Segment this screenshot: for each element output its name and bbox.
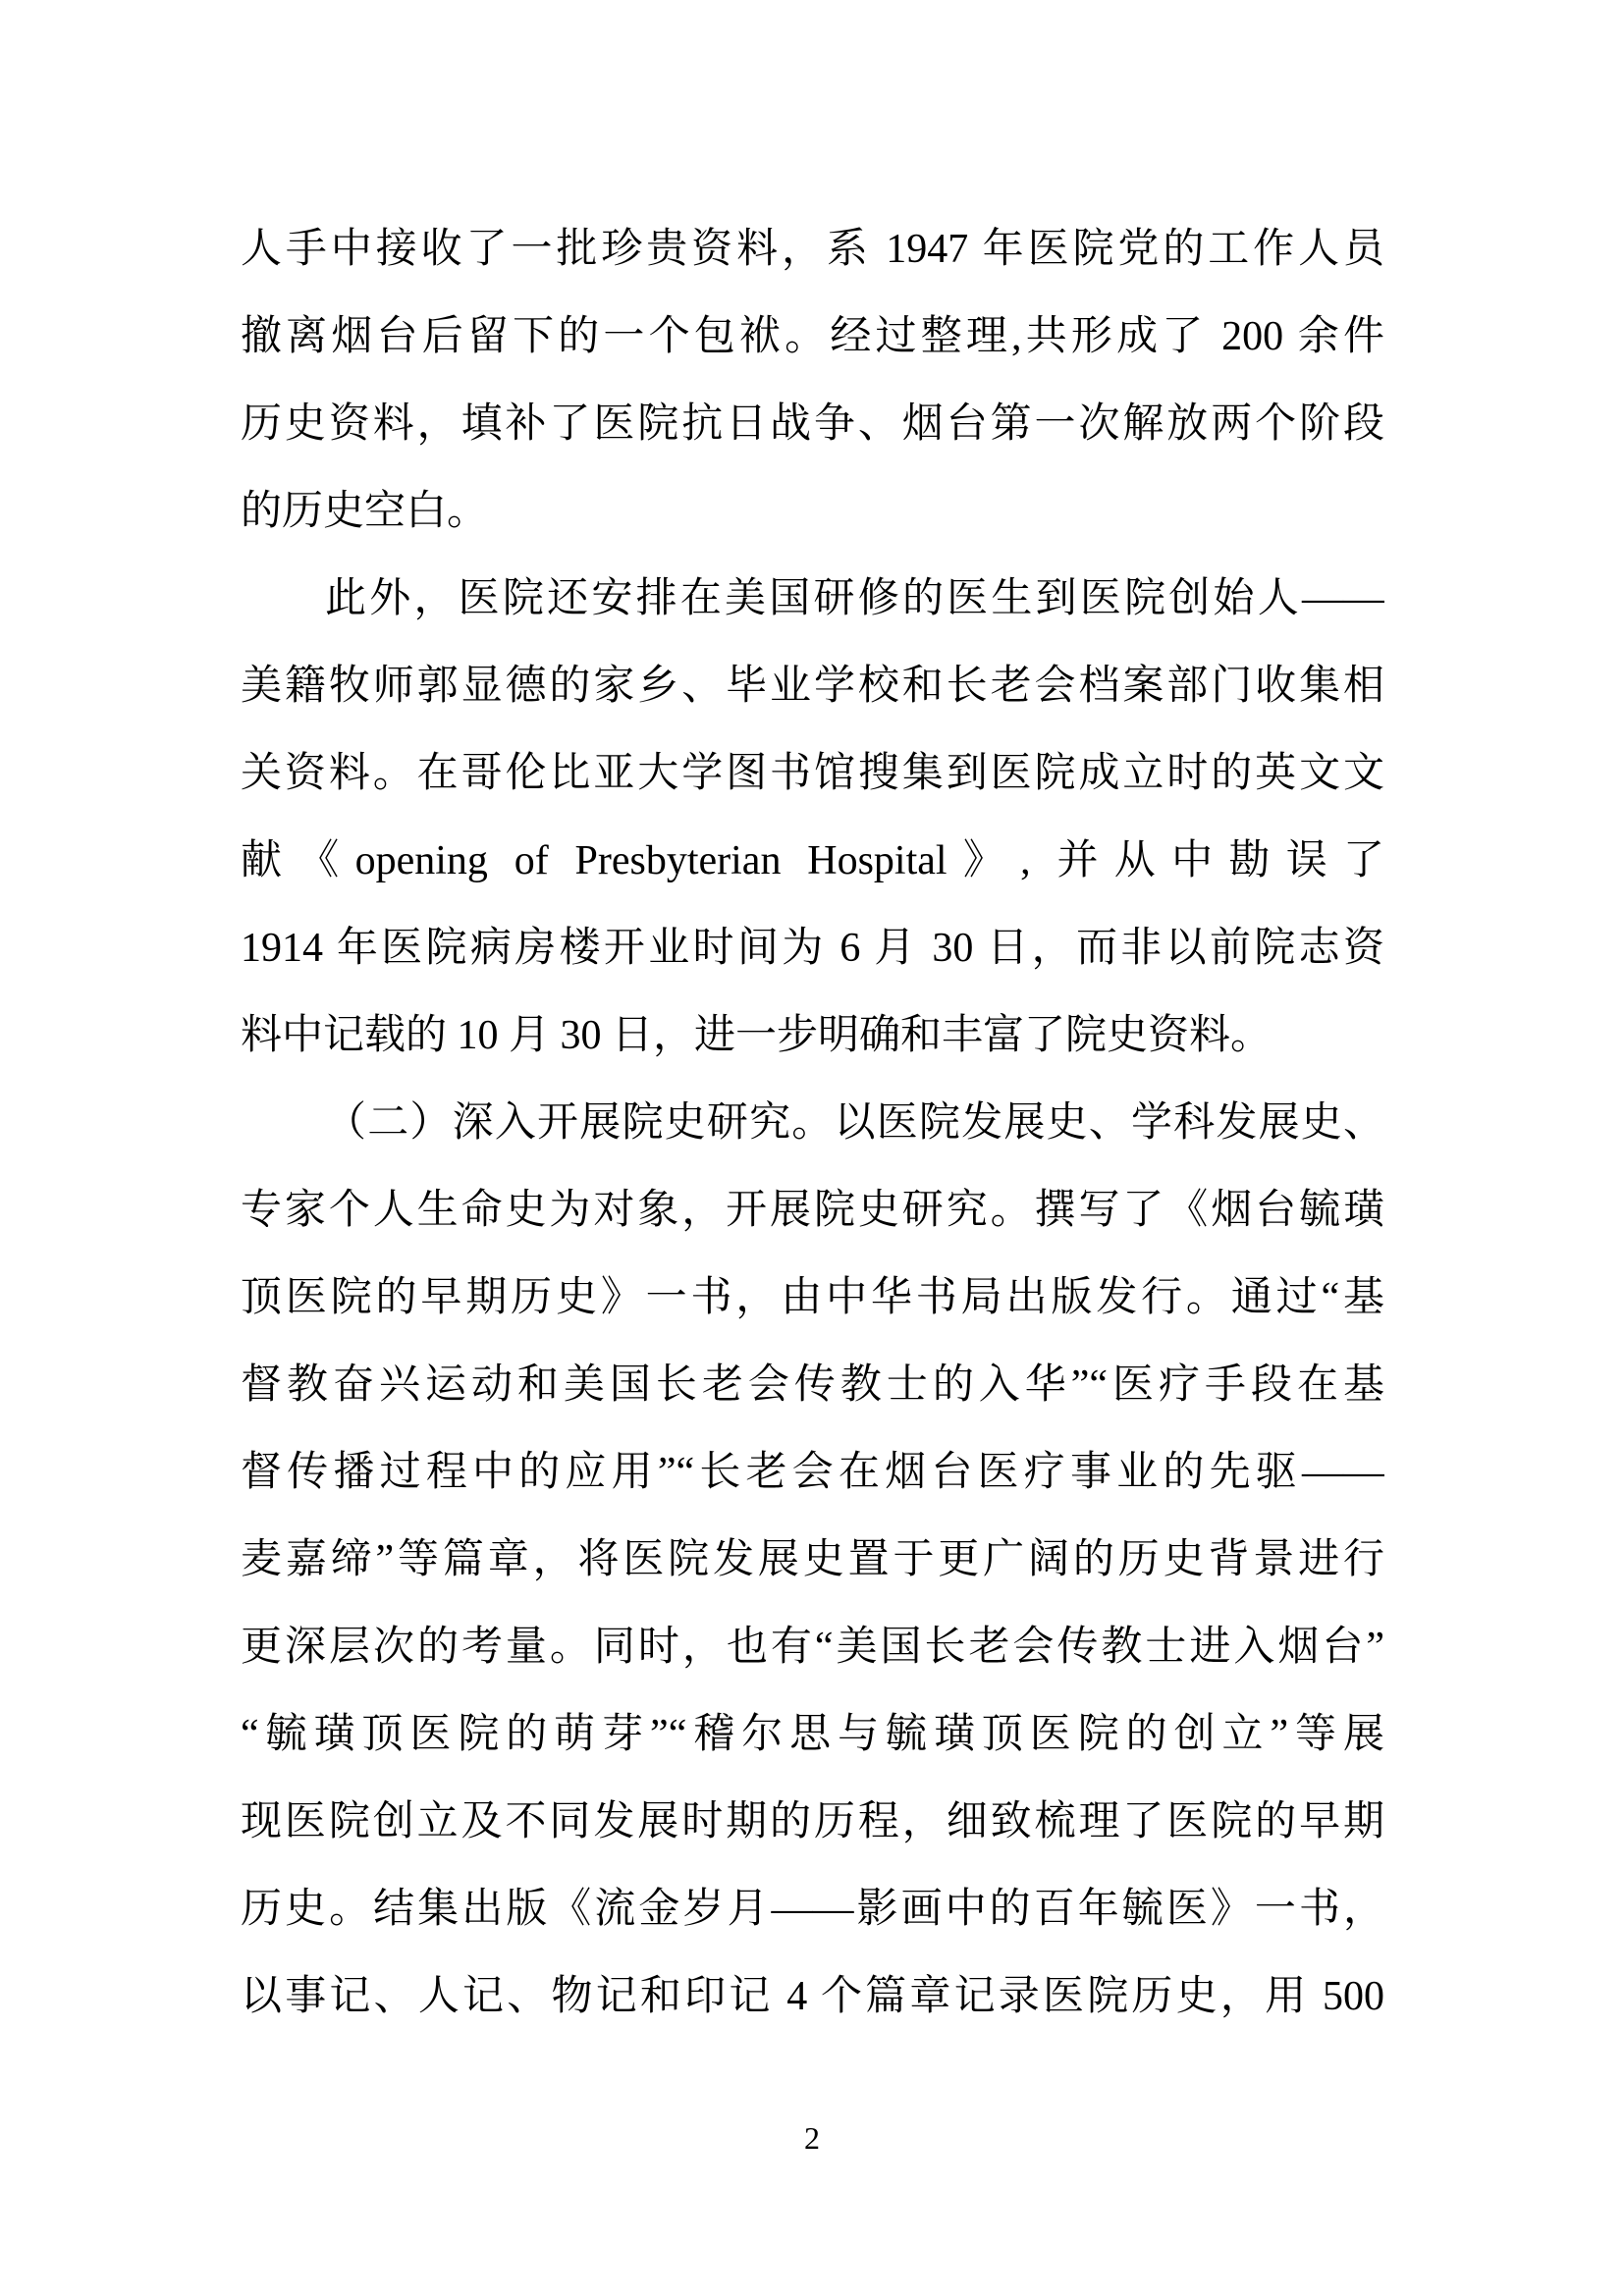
body-line: 的历史空白。: [241, 489, 489, 534]
body-line: 献《opening of Presbyterian Hospital》, 并从中勘误了: [241, 838, 1384, 883]
body-line: 以事记、人记、物记和印记 4 个篇章记录医院历史，用 500: [241, 1974, 1384, 2019]
body-line: 此外，医院还安排在美国研修的医生到医院创始人——: [325, 576, 1384, 621]
body-line: 料中记载的 10 月 30 日，进一步明确和丰富了院史资料。: [241, 1013, 1272, 1058]
body-line: 人手中接收了一批珍贵资料，系 1947 年医院党的工作人员: [241, 227, 1384, 272]
body-line: 更深层次的考量。同时，也有“美国长老会传教士进入烟台”: [241, 1625, 1384, 1670]
body-line: 历史资料，填补了医院抗日战争、烟台第一次解放两个阶段: [241, 401, 1384, 447]
body-line: 顶医院的早期历史》一书，由中华书局出版发行。通过“基: [241, 1275, 1384, 1320]
body-line: 督传播过程中的应用”“长老会在烟台医疗事业的先驱——: [241, 1450, 1384, 1495]
page-number: 2: [804, 2120, 820, 2156]
body-line: 历史。结集出版《流金岁月——影画中的百年毓医》一书，: [241, 1887, 1384, 1932]
body-line: 关资料。在哥伦比亚大学图书馆搜集到医院成立时的英文文: [241, 751, 1384, 796]
body-line: 专家个人生命史为对象，开展院史研究。撰写了《烟台毓璜: [241, 1188, 1384, 1233]
body-line: 督教奋兴运动和美国长老会传教士的入华”“医疗手段在基: [241, 1362, 1384, 1408]
body-line: “毓璜顶医院的萌芽”“稽尔思与毓璜顶医院的创立”等展: [241, 1712, 1384, 1757]
body-line: 1914 年医院病房楼开业时间为 6 月 30 日，而非以前院志资: [241, 926, 1384, 971]
body-line: 撤离烟台后留下的一个包袱。经过整理,共形成了 200 余件: [241, 314, 1384, 359]
body-line: （二）深入开展院史研究。以医院发展史、学科发展史、: [325, 1100, 1384, 1146]
document-body: [241, 206, 1384, 2041]
body-line: 现医院创立及不同发展时期的历程，细致梳理了医院的早期: [241, 1799, 1384, 1844]
body-line: 美籍牧师郭显德的家乡、毕业学校和长老会档案部门收集相: [241, 664, 1384, 709]
body-line: 麦嘉缔”等篇章，将医院发展史置于更广阔的历史背景进行: [241, 1537, 1384, 1582]
